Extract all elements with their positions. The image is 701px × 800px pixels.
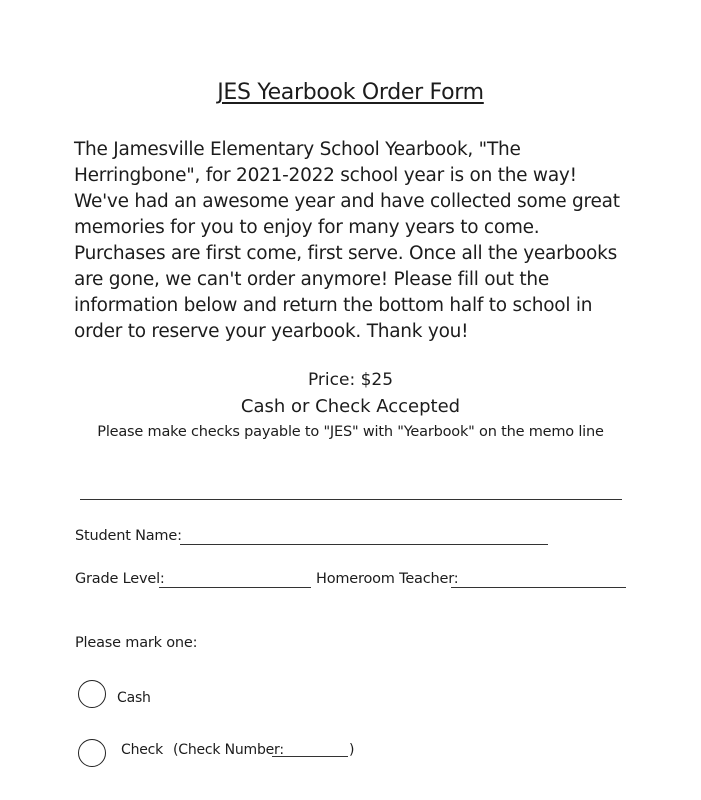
- intro-paragraph: The Jamesville Elementary School Yearbook, "The Herringbone", for 2021-2022 school year is on the way! We've had an awesome year and have collected some great memories for you to enjoy for many years to come. Purchases are first come, first serve. Once all the yearbooks are gone, we can't order anymore! Please fill out the information below and return the bottom half to school in order to reserve your yearbook. Thank you!: [74, 139, 620, 342]
- check-radio[interactable]: [78, 739, 106, 767]
- form-title: JES Yearbook Order Form: [217, 80, 484, 105]
- payment-methods-text: Cash or Check Accepted: [240, 396, 461, 417]
- price-text: Price: $25: [307, 370, 394, 390]
- homeroom-teacher-label: Homeroom Teacher:: [316, 571, 459, 587]
- check-option-label: Check: [121, 742, 164, 758]
- cut-line-divider: [80, 499, 622, 500]
- mark-one-label: Please mark one:: [75, 635, 198, 651]
- check-number-field[interactable]: [272, 756, 348, 757]
- cash-option-label: Cash: [117, 690, 151, 706]
- checks-payable-note: Please make checks payable to "JES" with "Yearbook" on the memo line: [97, 424, 604, 440]
- cash-radio[interactable]: [78, 680, 106, 708]
- homeroom-teacher-field[interactable]: [451, 587, 626, 588]
- student-name-label: Student Name:: [75, 528, 182, 544]
- grade-level-label: Grade Level:: [75, 571, 165, 587]
- check-number-close-paren: ): [349, 742, 355, 758]
- grade-level-field[interactable]: [159, 587, 311, 588]
- check-number-label: (Check Number:: [173, 742, 284, 758]
- student-name-field[interactable]: [180, 544, 548, 545]
